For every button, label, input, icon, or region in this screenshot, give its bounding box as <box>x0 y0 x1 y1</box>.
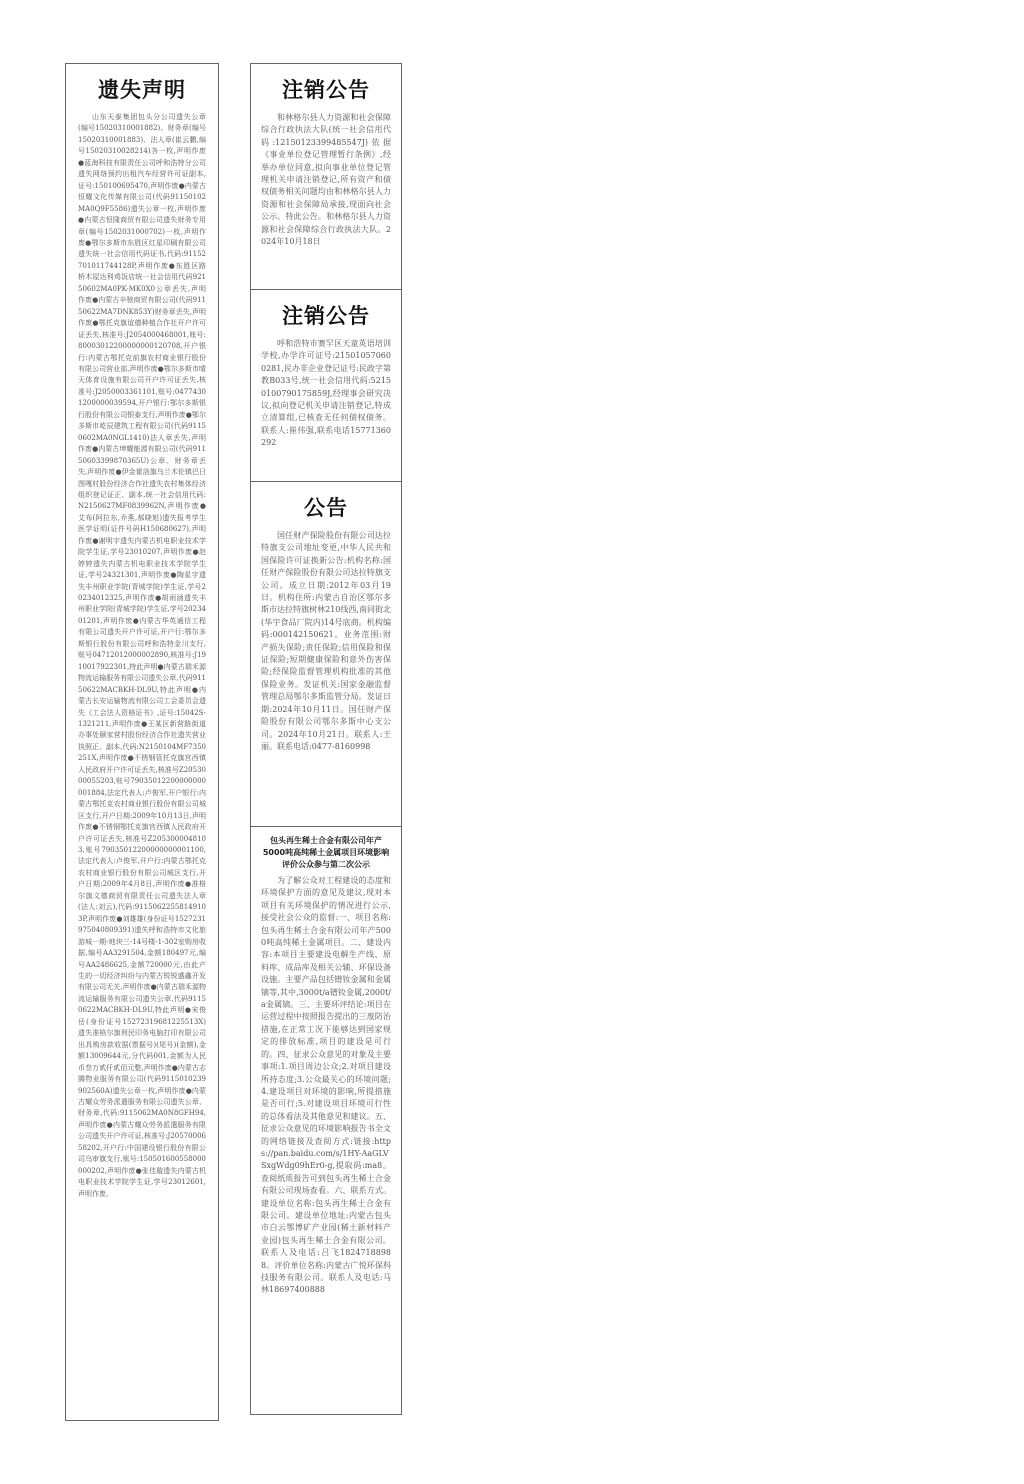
notice-title: 注销公告 <box>282 304 370 328</box>
notice-title: 包头再生稀土合金有限公司年产5000吨高纯稀土金属项目环境影响评价公众参与第二次公示 <box>262 836 390 869</box>
left-column-lost-notices <box>65 63 219 1421</box>
lost-notice-block <box>66 64 218 1200</box>
notice-title: 公告 <box>304 496 348 520</box>
notice-body: 呼和浩特市赛罕区天童英语培训学校,办学许可证号:215010570600281,民办非企业登记证号:民政字第教B033号,统一社会信用代码:52150100790175859J,经理事会研究决议,拟向登记机关申请注销登记,特成立清算组,已核查无任何债权债务。联系人:崔伟强,联系电话15771360292 <box>261 339 391 448</box>
notice-title: 注销公告 <box>282 78 370 102</box>
notice-body: 国任财产保险股份有限公司达拉特旗支公司地址变更,中华人民共和国保险许可证换新公告:机构名称:国任财产保险股份有限公司达拉特旗支公司。成立日期:2012年03月19日。机构住所:内蒙古自治区鄂尔多斯市达拉特旗树林210线西,南同街北(华宇食品厂院内)14号底商。机构编码:000142150621。业务范围:财产损失保险;责任保险;信用保险和保证保险;短期健康保险和意外伤害保险;经保险监督管理机构批准的其他保险业务。发证机关:国家金融监督管理总局鄂尔多斯监管分局。发证日期:2024年10月11日。国任财产保险股份有限公司鄂尔多斯中心支公司。2024年10月21日。联系人:王丽。联系电话:0477-8160998 <box>261 531 391 751</box>
eia-public-participation-notice <box>251 827 401 1414</box>
lost-notice-body: 山东天泰集团包头分公司遗失公章(编号15020310001882)、财务章(编号15020310001883)、法人章(崔云鹏,编号15020310028214)各一枚,声明作废●蓝海科技有限责任公司呼和浩特分公司遗失网络预约出租汽车经营许可证副本,证号:150100695470,声明作废●内蒙古恒耀文化传媒有限公司(代码91150102MA0Q9F5586)遗失公章一枚,声明作废●内蒙古恒隆商贸有限公司遗失财务专用章(编号1502031000702)一枚,声明作废●鄂尔多斯市东胜区红星印刷有限公司遗失统一社会信用代码证书,代码:91152701011744128P,声明作废●东胜区路桥木屋达利鸡饭店统一社会信用代码92150602MA0PK-MK0X0公章丢失,声明作废●内蒙古辛驰商贸有限公司(代码91150622MA7DNK853Y)财务章丢失,声明作废●鄂托克旗谊德种植合作社开户许可证丢失,核准号:J2054000468001,账号:80003012200000000120708,开户银行:内蒙古鄂托克前旗农村商业银行股份有限公司营业部,声明作废●鄂尔多斯市晴天体育设施有限公司开户许可证丢失,核准号:J2050003361101,账号:04774301200000039594,开户银行:鄂尔多斯银行股份有限公司银泰支行,声明作废●鄂尔多斯市屹辰建筑工程有限公司(代码91150602MA0NGL1410)法人章丢失,声明作废●内蒙古坤耀能源有限公司(代码91150603399870365U)公章、财务章丢失,声明作废●伊金霍洛旗乌兰木伦镇巴日图嘎村股份经济合作社遗失农村集体经济组织登记证正、副本,统一社会信用代码:N2150627MF0839962N,声明作废●艾布(阿拉东,乔燕,郝晓旭)遗失报考学生医学证明(证件号码H150680627),声明作废●谢明宇遗失内蒙古机电职业技术学院学生证,学号23010207,声明作废●赵婷婷遗失内蒙古机电职业技术学院学生证,学号24321301,声明作废●陶星宇遗失丰州职业学院(青城学院)学生证,学号20234012325,声明作废●胡雨涵遗失丰州职业学院(青城学院)学生证,学号2023401201,声明作废●内蒙古华英通信工程有限公司遗失开户许可证,开户行:鄂尔多斯银行股份有限公司呼和浩特金川支行,账号04712012000002890,核准号:J1910017922301,特此声明●内蒙古瑞禾源物流运输服务有限公司遗失公章,代码91150622MACBKH-DL9U,特此声明●内蒙古长安运输物流有限公司工会委员会遗失《工会法人资格证书》,证号:15042S-1321211,声明作废●王某区新营路街道办事处颐家营村股份经济合作社遗失营业执照正、副本,代码:N2150104MF7350251X,声明作废●不锈钢管托克旗宫西镇人民政府开户许可证丢失,核准号Z2053000055203,账号79035012200000000001884,法定代表人:卢俊军,开户银行:内蒙古鄂托克农村商业银行股份有限公司城区支行,开户日期:2009年10月13日,声明作废●不锈钢鄂托克旗宫西镇人民政府开户许可证丢失,核准号Z2053000048103,账号79035012200000000001100,法定代表人:卢俊军,开户行:内蒙古鄂托克农村商业银行股份有限公司城区支行,开户日期:2009年4月8日,声明作废●准格尔旗文德商贸有限责任公司遗失法人章(法人:刘云),代码:91150622558149103P,声明作废●刘雄雄(身份证号1527231975040809391)遗失呼和浩特市文化旅游城一期-地块三-14号楼-1-302室购房收据,编号AA3291504,金额180497元,编号AA2486625,金额720000元,由此产生的一切经济纠纷与内蒙古锐锐盛鑫开发有限公司无关,声明作废●内蒙古瑞禾源物流运输服务有限公司遗失公章,代码91150622MACBKH-DL9U,特此声明●宋俊岳(身份证号15272319681225513X)遗失准格尔旗利民印务电脑打印有限公司出具购房款收据(票据号)(尾号)(金额),金额13009644元,分代码001,金额为人民币叁万贰仟贰佰元整,声明作废●内蒙古志腾物业服务有限公司(代码9115010239902560A)遗失公章一枚,声明作废●内蒙古耀众劳务派遣服务有限公司遗失公章、财务章,代码:9115062MA0N8GFH94,声明作废●内蒙古耀众劳务派遣服务有限公司遗失开户许可证,核准号:J2057000658202,开户行:中国建设银行股份有限公司乌审旗支行,账号:150501600558000000202,声明作废●张佳璇遗失内蒙古机电职业技术学院学生证,学号23012601,声明作废。 <box>78 113 206 1198</box>
public-notice <box>251 482 401 827</box>
lost-notice-title: 遗失声明 <box>98 78 186 102</box>
cancellation-notice-1 <box>251 64 401 290</box>
notice-body: 为了解公众对工程建设的态度和环境保护方面的意见及建议,现对本项目有关环境保护的情况进行公示,接受社会公众的监督:一、项目名称:包头再生稀土合金有限公司年产5000吨高纯稀土金属项目。二、建设内容:本项目主要建设电解生产线、原料库、成品库及相关公辅、环保设备设施。主要产品包括镨钕金属和金属镝等,其中,3000t/a镨钕金属,2000t/a金属镝。三、主要环评结论:项目在运营过程中按照报告提出的三废防治措施,在正常工况下能够达到国家规定的排放标准,项目的建设是可行的。四、征求公众意见的对象及主要事项:1.项目周边公众;2.对项目建设所持态度;3.公众最关心的环境问题;4.建设项目对环境的影响,所提措施是否可行;5.对建设项目环境可行性的总体看法及其他意见和建议。五、征求公众意见的环境影响报告书全文的网络链接及查阅方式:链接:https://pan.baidu.com/s/1HY-AaGLVSxgWdg09hEr0-g,提取码:ma8。查阅纸质报告可到包头再生稀土合金有限公司现场查看。六、联系方式。建设单位名称:包头再生稀土合金有限公司。建设单位地址:内蒙古包头市白云鄂博矿产业园(稀土新材料产业园)包头再生稀土合金有限公司。联系人及电话:吕飞18247188988。评价单位名称:内蒙古广悦环保科技服务有限公司。联系人及电话:马林18697400888 <box>261 876 391 1295</box>
notice-body: 和林格尔县人力资源和社会保障综合行政执法大队(统一社会信用代码:12150123399485547J)依据《事业单位登记管理暂行条例》,经举办单位同意,拟向事业单位登记管理机关申请注销登记,所有资产和债权债务相关问题均由和林格尔县人力资源和社会保障局承接,现面向社会公示。特此公告。和林格尔县人力资源和社会保障综合行政执法大队。2024年10月18日 <box>261 113 391 247</box>
cancellation-notice-2 <box>251 290 401 482</box>
right-column-announcements <box>250 63 402 1415</box>
